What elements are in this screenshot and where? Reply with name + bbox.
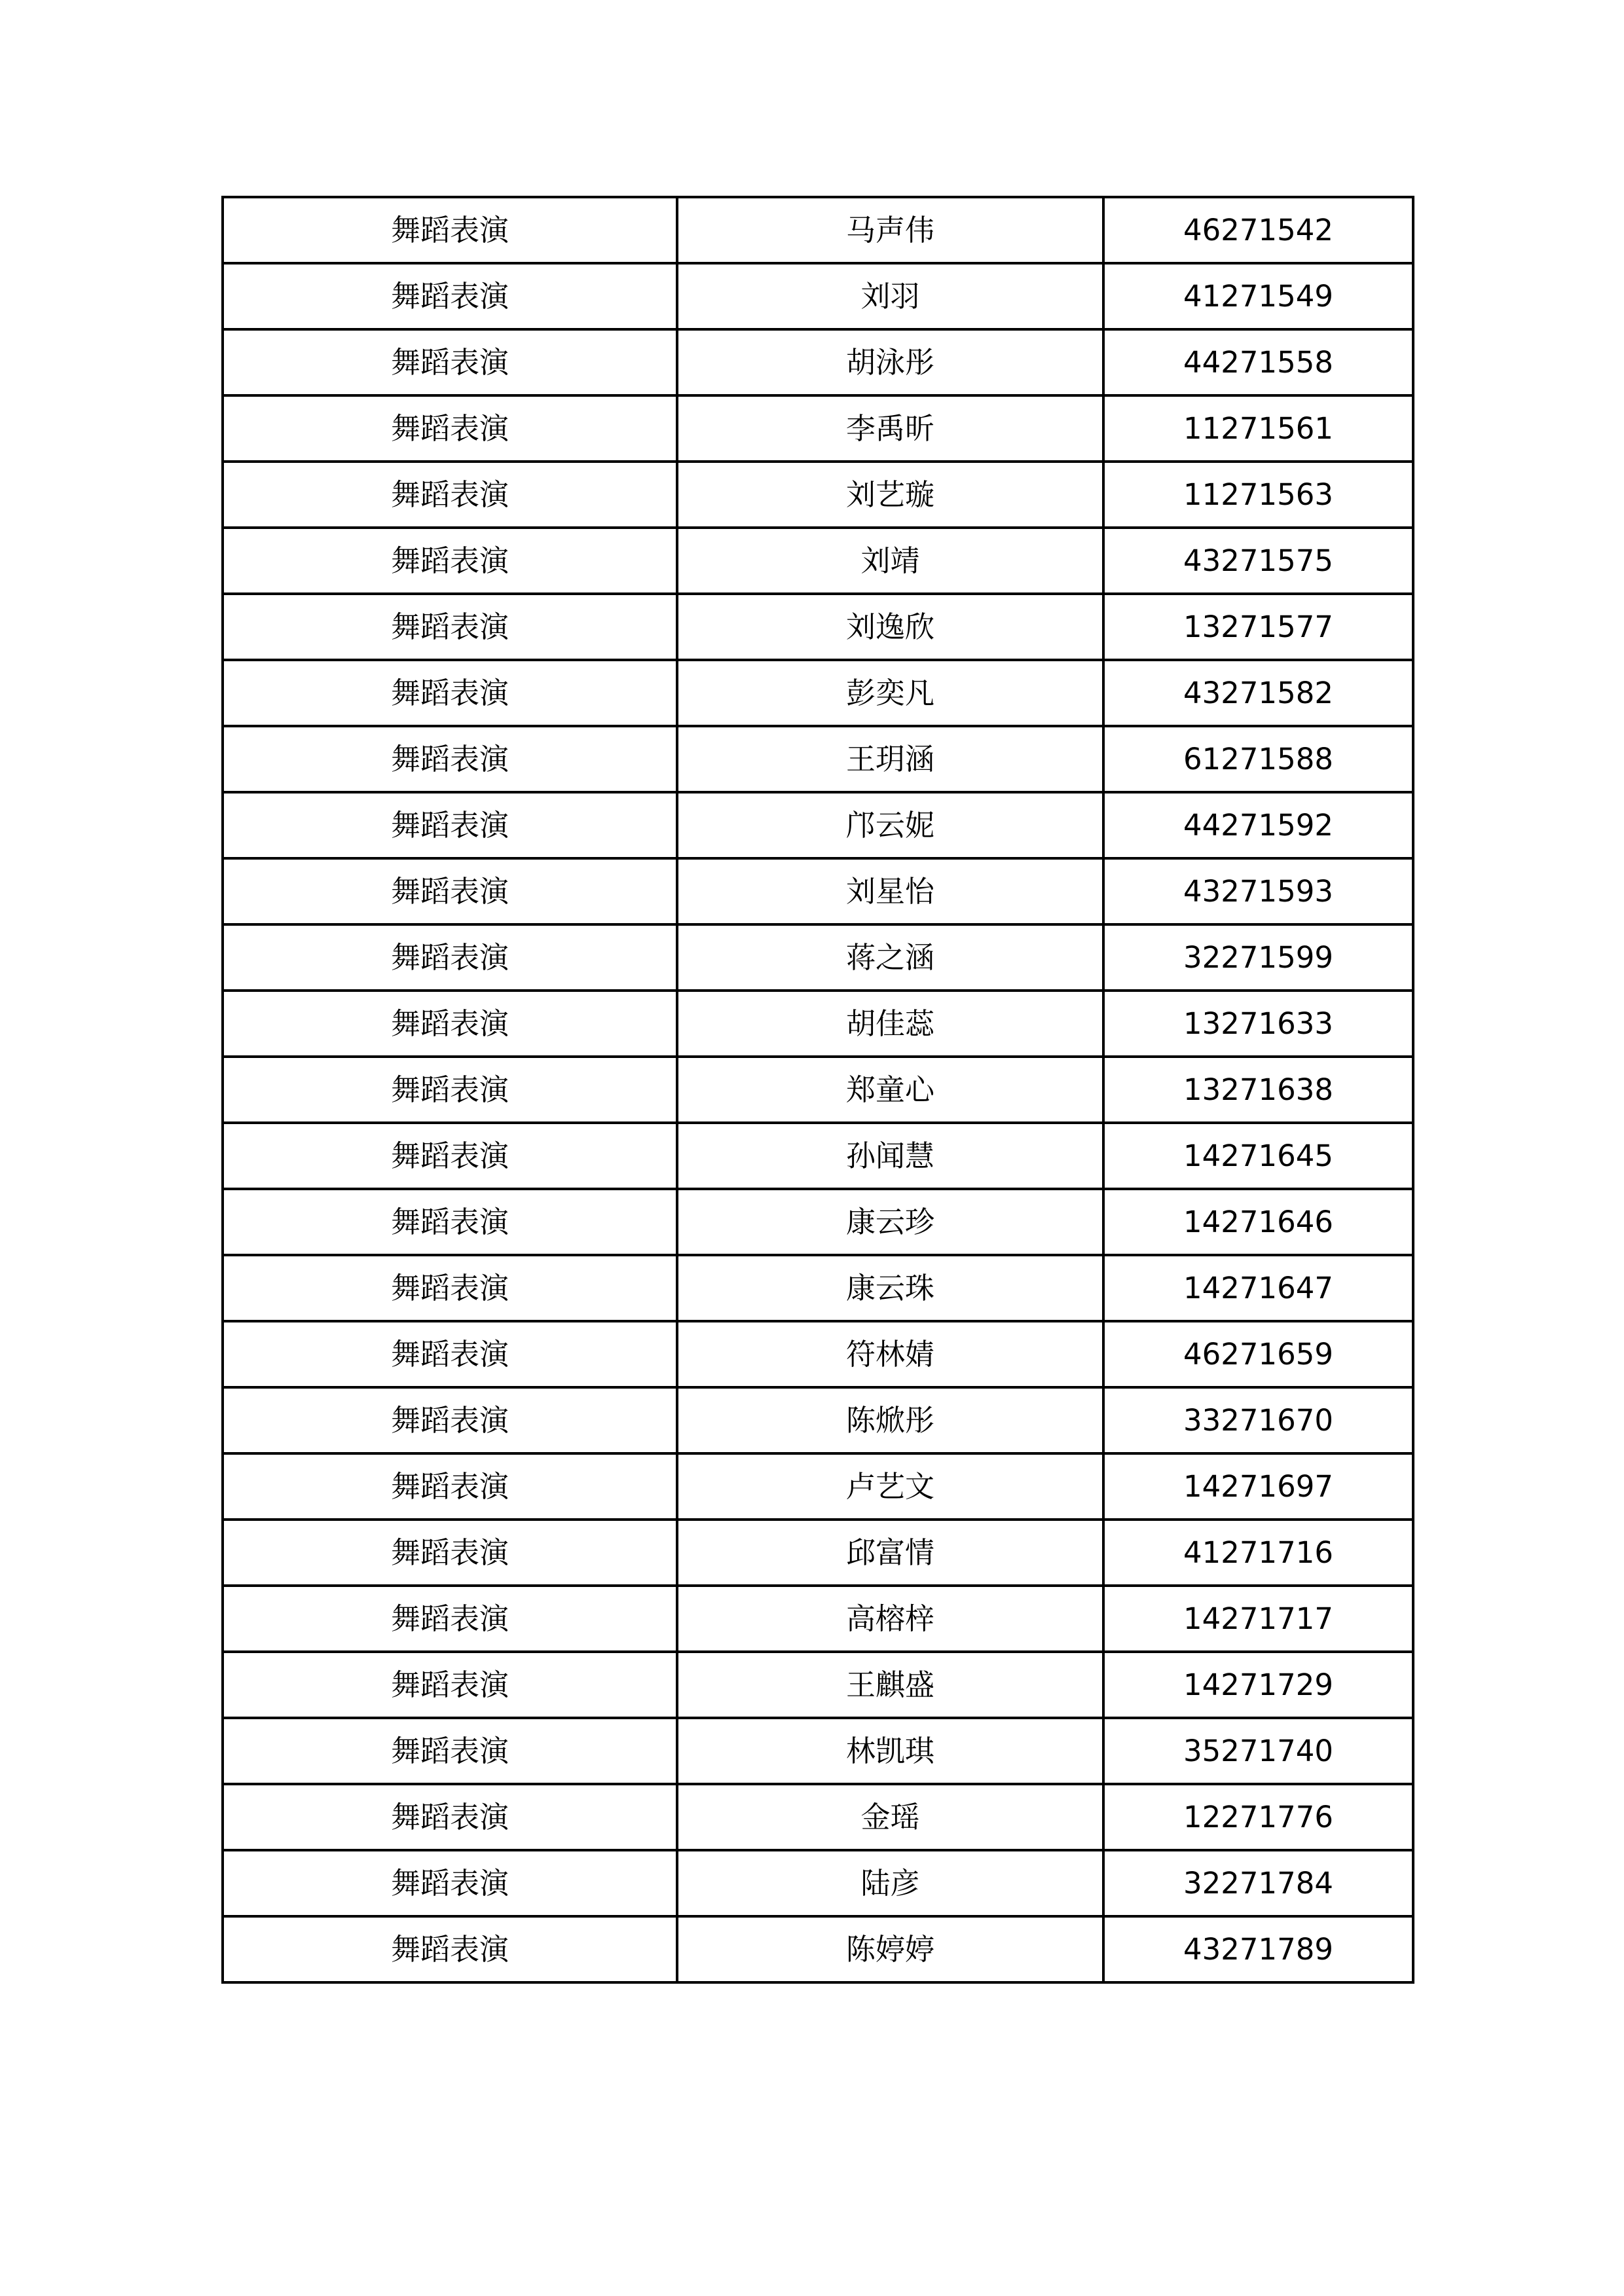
table-row xyxy=(223,1189,1413,1255)
number-cell: 12271776 xyxy=(1103,1784,1413,1850)
table-row xyxy=(223,1520,1413,1586)
category-cell: 舞蹈表演 xyxy=(223,660,677,726)
number-cell: 14271646 xyxy=(1103,1189,1413,1255)
name-cell: 郑童心 xyxy=(677,1057,1103,1123)
category-cell: 舞蹈表演 xyxy=(223,792,677,858)
category-cell: 舞蹈表演 xyxy=(223,991,677,1057)
number-cell: 14271645 xyxy=(1103,1123,1413,1189)
number-cell: 14271717 xyxy=(1103,1586,1413,1652)
name-cell: 刘星怡 xyxy=(677,858,1103,924)
number-cell: 44271558 xyxy=(1103,329,1413,395)
category-cell: 舞蹈表演 xyxy=(223,1321,677,1387)
name-cell: 刘羽 xyxy=(677,263,1103,329)
number-cell: 11271563 xyxy=(1103,462,1413,528)
table-row xyxy=(223,726,1413,792)
table-row xyxy=(223,1387,1413,1453)
name-cell: 胡佳蕊 xyxy=(677,991,1103,1057)
table-row xyxy=(223,1916,1413,1982)
table-row xyxy=(223,1321,1413,1387)
table-row xyxy=(223,329,1413,395)
table-row xyxy=(223,1057,1413,1123)
name-cell: 王玥涵 xyxy=(677,726,1103,792)
number-cell: 14271697 xyxy=(1103,1453,1413,1520)
table-row xyxy=(223,924,1413,991)
name-cell: 胡泳彤 xyxy=(677,329,1103,395)
number-cell: 14271647 xyxy=(1103,1255,1413,1321)
name-cell: 李禹昕 xyxy=(677,395,1103,462)
category-cell: 舞蹈表演 xyxy=(223,1784,677,1850)
table-row xyxy=(223,263,1413,329)
table-row xyxy=(223,1123,1413,1189)
name-cell: 康云珠 xyxy=(677,1255,1103,1321)
name-cell: 刘逸欣 xyxy=(677,594,1103,660)
number-cell: 35271740 xyxy=(1103,1718,1413,1784)
table-row xyxy=(223,1718,1413,1784)
table-row xyxy=(223,792,1413,858)
name-cell: 林凯琪 xyxy=(677,1718,1103,1784)
number-cell: 33271670 xyxy=(1103,1387,1413,1453)
number-cell: 41271716 xyxy=(1103,1520,1413,1586)
category-cell: 舞蹈表演 xyxy=(223,1520,677,1586)
name-cell: 孙闻慧 xyxy=(677,1123,1103,1189)
name-cell: 陆彦 xyxy=(677,1850,1103,1916)
number-cell: 43271789 xyxy=(1103,1916,1413,1982)
table-row xyxy=(223,528,1413,594)
category-cell: 舞蹈表演 xyxy=(223,1586,677,1652)
name-cell: 金瑶 xyxy=(677,1784,1103,1850)
number-cell: 14271729 xyxy=(1103,1652,1413,1718)
category-cell: 舞蹈表演 xyxy=(223,1255,677,1321)
category-cell: 舞蹈表演 xyxy=(223,1189,677,1255)
name-cell: 邝云妮 xyxy=(677,792,1103,858)
number-cell: 46271659 xyxy=(1103,1321,1413,1387)
name-cell: 康云珍 xyxy=(677,1189,1103,1255)
name-cell: 马声伟 xyxy=(677,197,1103,263)
table-row xyxy=(223,1784,1413,1850)
name-cell: 蒋之涵 xyxy=(677,924,1103,991)
table-row xyxy=(223,991,1413,1057)
category-cell: 舞蹈表演 xyxy=(223,1387,677,1453)
table-row xyxy=(223,1652,1413,1718)
table-row xyxy=(223,1255,1413,1321)
table-row xyxy=(223,594,1413,660)
category-cell: 舞蹈表演 xyxy=(223,858,677,924)
category-cell: 舞蹈表演 xyxy=(223,594,677,660)
category-cell: 舞蹈表演 xyxy=(223,1718,677,1784)
category-cell: 舞蹈表演 xyxy=(223,1123,677,1189)
table-row xyxy=(223,197,1413,263)
roster-table xyxy=(221,196,1414,1984)
table-row xyxy=(223,462,1413,528)
category-cell: 舞蹈表演 xyxy=(223,1850,677,1916)
number-cell: 41271549 xyxy=(1103,263,1413,329)
category-cell: 舞蹈表演 xyxy=(223,329,677,395)
table-row xyxy=(223,858,1413,924)
category-cell: 舞蹈表演 xyxy=(223,197,677,263)
number-cell: 13271577 xyxy=(1103,594,1413,660)
number-cell: 13271638 xyxy=(1103,1057,1413,1123)
number-cell: 44271592 xyxy=(1103,792,1413,858)
number-cell: 13271633 xyxy=(1103,991,1413,1057)
name-cell: 刘靖 xyxy=(677,528,1103,594)
category-cell: 舞蹈表演 xyxy=(223,726,677,792)
category-cell: 舞蹈表演 xyxy=(223,924,677,991)
name-cell: 符林婧 xyxy=(677,1321,1103,1387)
number-cell: 43271582 xyxy=(1103,660,1413,726)
number-cell: 32271784 xyxy=(1103,1850,1413,1916)
number-cell: 46271542 xyxy=(1103,197,1413,263)
table-row xyxy=(223,1586,1413,1652)
table-row xyxy=(223,660,1413,726)
name-cell: 卢艺文 xyxy=(677,1453,1103,1520)
category-cell: 舞蹈表演 xyxy=(223,1453,677,1520)
table-row xyxy=(223,1453,1413,1520)
category-cell: 舞蹈表演 xyxy=(223,1916,677,1982)
table-row xyxy=(223,395,1413,462)
category-cell: 舞蹈表演 xyxy=(223,1057,677,1123)
number-cell: 61271588 xyxy=(1103,726,1413,792)
name-cell: 邱富情 xyxy=(677,1520,1103,1586)
category-cell: 舞蹈表演 xyxy=(223,528,677,594)
category-cell: 舞蹈表演 xyxy=(223,263,677,329)
name-cell: 刘艺璇 xyxy=(677,462,1103,528)
number-cell: 43271575 xyxy=(1103,528,1413,594)
category-cell: 舞蹈表演 xyxy=(223,462,677,528)
number-cell: 43271593 xyxy=(1103,858,1413,924)
name-cell: 陈焮彤 xyxy=(677,1387,1103,1453)
table-row xyxy=(223,1850,1413,1916)
category-cell: 舞蹈表演 xyxy=(223,395,677,462)
category-cell: 舞蹈表演 xyxy=(223,1652,677,1718)
number-cell: 32271599 xyxy=(1103,924,1413,991)
name-cell: 彭奕凡 xyxy=(677,660,1103,726)
number-cell: 11271561 xyxy=(1103,395,1413,462)
name-cell: 高榕梓 xyxy=(677,1586,1103,1652)
roster-table-body xyxy=(223,197,1413,1982)
name-cell: 陈婷婷 xyxy=(677,1916,1103,1982)
name-cell: 王麒盛 xyxy=(677,1652,1103,1718)
